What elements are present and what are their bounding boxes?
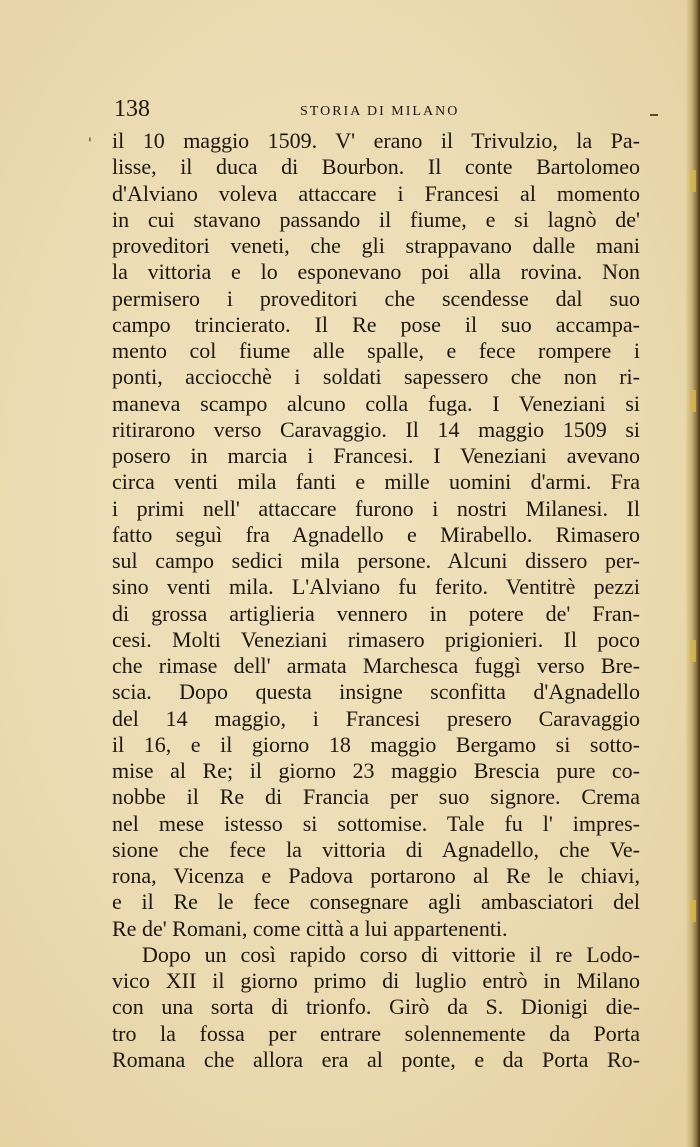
text-line: nobbe il Re di Francia per suo signore. Crema — [112, 784, 640, 810]
text-line: Re de' Romani, come città a lui appartenenti. — [112, 915, 508, 941]
text-line: la vittoria e lo esponevano poi alla rovina. Non — [112, 259, 640, 285]
edge-stain — [690, 640, 696, 662]
edge-stain — [690, 170, 696, 192]
text-line: ritirarono verso Caravaggio. Il 14 maggio 1509 si — [112, 416, 640, 442]
text-line: con una sorta di trionfo. Girò da S. Dionigi die- — [112, 994, 640, 1020]
edge-stain — [690, 900, 696, 922]
text-line: Romana che allora era al ponte, e da Porta Ro- — [112, 1046, 640, 1072]
text-line: scia. Dopo questa insigne sconfitta d'Agnadello — [112, 679, 640, 705]
text-line: rona, Vicenza e Padova portarono al Re le chiavi, — [112, 863, 640, 888]
page-number: 138 — [114, 96, 150, 122]
text-line: d'Alviano voleva attaccare i Francesi al momento — [112, 180, 640, 206]
text-line: in cui stavano passando il fiume, e si lagnò de' — [112, 206, 640, 232]
text-line: maneva scampo alcuno colla fuga. I Veneziani si — [112, 390, 640, 416]
text-line: permisero i proveditori che scendesse dal suo — [112, 285, 640, 311]
text-line: Dopo un così rapido corso di vittorie il re Lodo- — [142, 941, 640, 967]
margin-mark: ' — [88, 136, 92, 152]
text-line: cesi. Molti Veneziani rimasero prigionieri. Il poco — [112, 626, 640, 652]
edge-stain — [690, 390, 696, 412]
body-text — [112, 128, 640, 1073]
text-line: e il Re le fece consegnare agli ambasciatori del — [112, 889, 640, 915]
text-line: tro la fossa per entrare solennemente da Porta — [112, 1020, 640, 1046]
text-line: mento col fiume alle spalle, e fece rompere i — [112, 338, 640, 363]
text-line: di grossa artiglieria vennero in potere de' Fran- — [112, 600, 640, 626]
text-line: ponti, acciocchè i soldati sapessero che non ri- — [112, 364, 640, 390]
text-line: vico XII il giorno primo di luglio entrò in Milano — [112, 968, 640, 993]
text-line: mise al Re; il giorno 23 maggio Brescia pure co- — [112, 758, 640, 783]
text-line: sul campo sedici mila persone. Alcuni dissero per- — [112, 548, 640, 573]
text-line: posero in marcia i Francesi. I Veneziani avevano — [112, 443, 640, 468]
text-line: il 10 maggio 1509. V' erano il Trivulzio, la Pa- — [112, 128, 640, 153]
text-line: che rimase dell' armata Marchesca fuggì verso Bre- — [112, 653, 640, 678]
text-line: del 14 maggio, i Francesi presero Caravaggio — [112, 705, 640, 731]
text-line: fatto seguì fra Agnadello e Mirabello. Rimasero — [112, 521, 640, 547]
text-line: i primi nell' attaccare furono i nostri Milanesi. Il — [112, 495, 640, 521]
text-line: campo trincierato. Il Re pose il suo accampa- — [112, 311, 640, 337]
text-line: nel mese istesso si sottomise. Tale fu l' impres- — [112, 810, 640, 836]
page-header — [110, 94, 640, 124]
text-line: circa venti mila fanti e mille uomini d'armi. Fra — [112, 469, 640, 495]
ink-speck — [650, 114, 658, 116]
running-title: STORIA DI MILANO — [300, 104, 460, 119]
text-line: proveditori veneti, che gli strappavano dalle mani — [112, 233, 640, 258]
text-line: il 16, e il giorno 18 maggio Bergamo si sotto- — [112, 731, 640, 757]
text-line: sione che fece la vittoria di Agnadello, che Ve- — [112, 836, 640, 862]
text-line: lisse, il duca di Bourbon. Il conte Bartolomeo — [112, 154, 640, 180]
text-line: sino venti mila. L'Alviano fu ferito. Ventitrè pezzi — [112, 574, 640, 600]
